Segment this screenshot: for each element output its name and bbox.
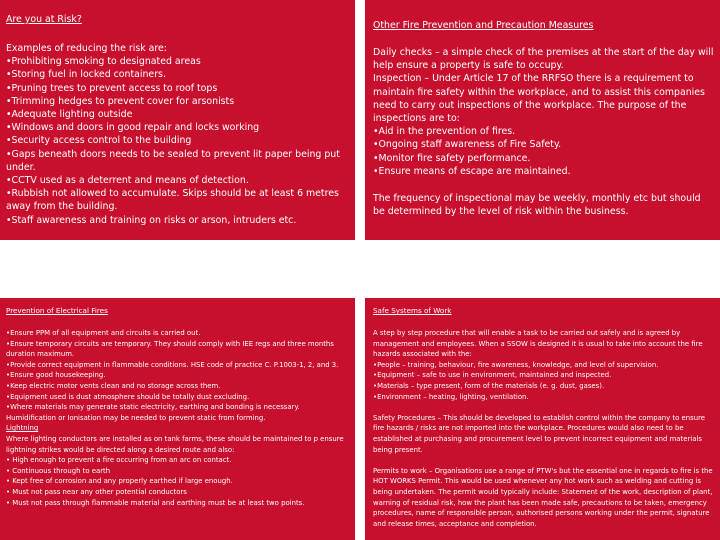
risk-line: •Rubbish not allowed to accumulate. Skips should be at least 6 metres away from the building. [6,188,339,213]
safe-systems-body [373,328,714,529]
other-line: •Ongoing staff awareness of Fire Safety. [373,139,562,151]
risk-line: •Windows and doors in good repair and locks working [6,122,260,134]
risk-line: •Pruning trees to prevent access to roof tops [6,82,218,94]
risk-panel [0,0,355,240]
safe-bullet: •People – training, behaviour, fire awareness, knowledge, and level of supervision. [373,360,659,369]
risk-line: Examples of reducing the risk are: [6,43,167,54]
electrical-line: •Where materials may generate static electricity, earthing and bonding is necessary. Humidification or Ionisation may be needed to prevent static from forming. [6,403,300,422]
risk-line: •Security access control to the building [6,135,192,147]
permits-to-work: Permits to work – Organisations use a range of PTW's but the essential one in regards to fire is the HOT WORKS Permit. This would be used whenever any hot work such as welding and cutting is being undertaken. The permit would typically include: Statement of the work, description of plant, warning of residual risk, how the plant has been made safe, precautions to be taken, emergency procedures, name of responsible person, authorised persons working under the permit, signature and release times, acceptance and completion. [373,466,713,528]
risk-line: •Prohibiting smoking to designated areas [6,56,201,68]
electrical-panel [0,298,355,540]
safety-procedures: Safety Procedures – This should be developed to establish control within the company to ensure fire hazards / risks are not imported into the workplace. Procedures would also need to be established at purchasing and procurement level to prevent incorrect equipment and materials being present. [373,413,706,454]
safe-systems-title: Safe Systems of Work [373,306,452,315]
lightning-line: • Must not pass near any other potential conductors [6,487,187,496]
electrical-title: Prevention of Electrical Fires [6,306,108,315]
other-closing: The frequency of inspectional may be weekly, monthly etc but should be determined by the level of risk within the business. [373,193,701,218]
electrical-line: •Ensure good housekeeping. [6,371,106,380]
risk-line: •Trimming hedges to prevent cover for arsonists [6,95,235,107]
safe-systems-panel [365,298,720,540]
electrical-line: •Keep electric motor vents clean and no storage across them. [6,381,221,390]
electrical-body [6,328,349,508]
risk-body [6,42,349,227]
lightning-line: Where lighting conductors are installed as on tank farms, these should be maintained to p ensure lightning strikes would be directed along a desired route and also: [6,434,344,454]
electrical-line: •Ensure PPM of all equipment and circuits is carried out. [6,329,201,337]
risk-line: •Storing fuel in locked containers. [6,69,166,81]
lightning-line: • Must not pass through flammable material and earthing must be at least two points. [6,498,305,507]
other-line: •Monitor fire safety performance. [373,152,531,164]
lightning-line: • High enough to prevent a fire occurring from an arc on contact. [6,456,232,465]
other-line: •Aid in the prevention of fires. [373,126,516,138]
safe-bullet: •Equipment – safe to use in environment, maintained and inspected. [373,371,612,380]
risk-line: •Staff awareness and training on risks or arson, intruders etc. [6,214,297,226]
safe-bullet: •Environment – heating, lighting, ventilation. [373,392,529,401]
electrical-line: •Ensure temporary circuits are temporary. They should comply with IEE regs and three months duration maximum. [6,339,334,359]
other-line: Inspection – Under Article 17 of the RRFSO there is a requirement to maintain fire safety within the workplace, and to assist this companies need to carry out inspections of the workplace. The purpose of the inspections are to: [373,73,705,125]
other-measures-title: Other Fire Prevention and Precaution Measures [373,20,594,31]
lightning-line: • Continuous through to earth [6,466,111,475]
risk-line: •Adequate lighting outside [6,109,133,121]
lightning-heading: Lightning [6,424,39,433]
safe-intro: A step by step procedure that will enable a task to be carried out safely and is agreed by management and employees. When a SSOW is designed it is usual to take into account the fire hazards associated with the: [373,329,703,359]
other-line: •Ensure means of escape are maintained. [373,165,571,177]
other-measures-body [373,46,714,218]
electrical-line: •Equipment used is dust atmosphere should be totally dust excluding. [6,392,250,401]
risk-title: Are you at Risk? [6,14,82,25]
lightning-line: • Kept free of corrosion and any properly earthed if large enough. [6,477,233,486]
electrical-line: •Provide correct equipment in flammable conditions. HSE code of practice C. P.1003-1, 2, and 3. [6,360,339,369]
other-line: Daily checks – a simple check of the premises at the start of the day will help ensure a property is safe to occupy. [373,47,714,72]
safe-bullet: •Materials – type present, form of the materials (e. g. dust, gases). [373,381,605,390]
other-measures-panel [365,0,720,240]
risk-line: •CCTV used as a deterrent and means of detection. [6,175,249,187]
risk-line: •Gaps beneath doors needs to be sealed to prevent lit paper being put under. [6,148,340,173]
